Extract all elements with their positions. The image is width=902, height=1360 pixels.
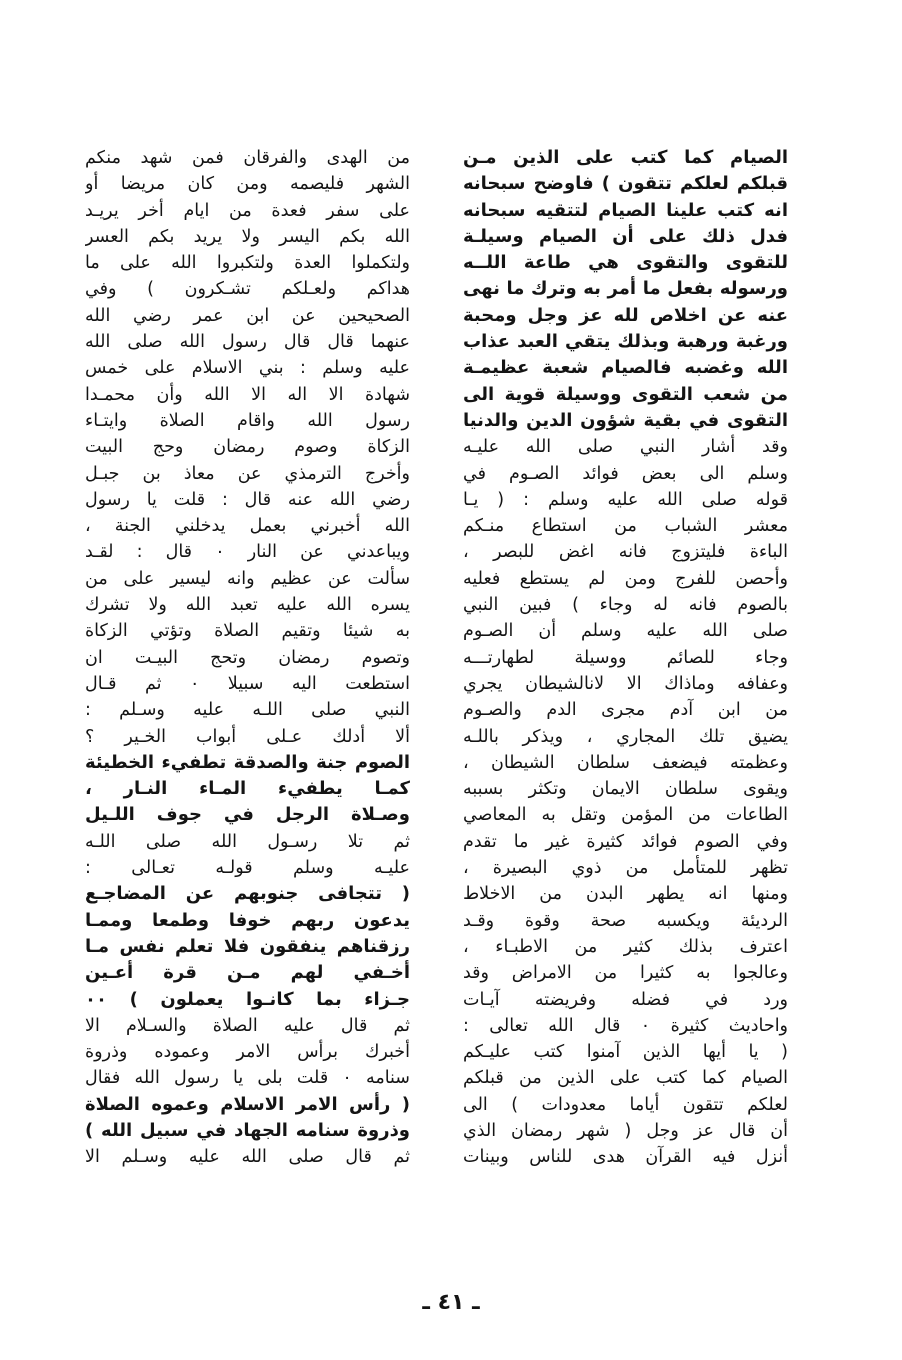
text-line: وجاء للصائم ووسيلة لطهارتـــه [463, 647, 788, 668]
text-line: أن قال عز وجل ( شهر رمضان الذي [463, 1120, 788, 1141]
text-line: الشهر فليصمه ومن كان مريضا أو [85, 174, 410, 195]
text-line: من ابن آدم مجرى الدم والصـوم [463, 700, 788, 721]
text-line: على سفر فعدة من ايام أخر يريـد [85, 200, 410, 221]
text-line: ثم قال صلى الله عليه وسـلم الا [85, 1147, 410, 1168]
text-line: تظهر للمتأمل من ذوي البصيرة ، [463, 858, 788, 879]
text-line: شهادة الا اله الا الله وأن محمـدا [85, 384, 410, 405]
text-line: بالصوم فانه له وجاء ) فبين النبي [463, 595, 788, 616]
text-line: الباءة فليتزوج فانه اغض للبصر ، [463, 542, 788, 563]
text-line: عليـه وسلم قولـه تعـالى : [85, 858, 410, 879]
text-line: التقوى في بقية شؤون الدين والدنيا [463, 409, 788, 431]
text-line: وفي الصوم فوائد كثيرة غير ما تقدم [463, 831, 788, 852]
text-line: عنهما قال قال رسول الله صلى الله [85, 332, 410, 353]
text-line: ( يا أيها الذين آمنوا كتب عليـكم [463, 1042, 788, 1063]
text-line: به شيئا وتقيم الصلاة وتؤتي الزكاة [85, 621, 410, 642]
text-line: ورسوله بفعل ما أمر به وترك ما نهى [463, 278, 788, 300]
right-text-column [463, 145, 788, 1171]
text-line: جـزاء بما كانـوا يعملون ) ٠٠ [85, 988, 410, 1010]
text-line: وسلم الى بعض فوائد الصـوم في [463, 463, 788, 484]
text-line: أنزل فيه القرآن هدى للناس وبينات [463, 1147, 788, 1168]
text-line: ومنها انه يطهر البدن من الاخلاط [463, 884, 788, 905]
page-number: ـ ٤١ ـ [422, 1290, 480, 1315]
text-line: الرديئة ويكسبه صحة وقوة وقـد [463, 910, 788, 931]
text-line: ثم قال عليه الصلاة والسـلام الا [85, 1015, 410, 1036]
text-line: ويباعدني عن النار ٠ قال : لقـد [85, 542, 410, 563]
text-line: فدل ذلك على أن الصيام وسيلـة [463, 225, 788, 247]
text-line: أخـفي لهم مـن قرة أعـين [85, 962, 410, 984]
text-line: رضي الله عنه قال : قلت يا رسول [85, 489, 410, 510]
text-line: للتقوى والتقوى هي طاعة اللــه [463, 252, 788, 274]
text-line: وعالجوا به كثيرا من الامراض وقد [463, 963, 788, 984]
text-line: النبي صلى اللـه عليه وسـلم : [85, 700, 410, 721]
text-line: يضيق تلك المجاري ، ويذكر باللـه [463, 726, 788, 747]
text-line: قوله صلى الله عليه وسلم : ( يـا [463, 489, 788, 510]
text-line: كمـا يطفيء المـاء النـار ، [85, 778, 410, 800]
text-line: عليه وسلم : بني الاسلام على خمس [85, 358, 410, 379]
text-line: من شعب التقوى ووسيلة قوية الى [463, 383, 788, 405]
text-line: ( تتجافى جنوبهم عن المضاجـع [85, 883, 410, 905]
text-line: وعفافه وماذاك الا لانالشيطان يجري [463, 673, 788, 694]
text-line: ويقوى سلطان الايمان وتكثر بسببه [463, 779, 788, 800]
text-line: الصحيحين عن ابن عمر رضي الله [85, 305, 410, 326]
text-line: الطاعات من المؤمن وتقل به المعاصي [463, 805, 788, 826]
text-line: وعظمته فيضعف سلطان الشيطان ، [463, 752, 788, 773]
text-line: استطعت اليه سبيلا ٠ ثم قـال [85, 673, 410, 694]
text-line: وذروة سنامه الجهاد في سبيل الله ) [85, 1119, 410, 1141]
text-line: سألت عن عظيم وانه ليسير على من [85, 568, 410, 589]
left-text-column [85, 145, 410, 1171]
text-line: اعترف بذلك كثير من الاطبـاء ، [463, 936, 788, 957]
text-line: وتصوم رمضان وتحج البيـت ان [85, 647, 410, 668]
text-line: يسره الله عليه تعبد الله ولا تشرك [85, 595, 410, 616]
text-line: ورد في فضله وفريضته آيـات [463, 989, 788, 1010]
text-line: انه كتب علينا الصيام لتتقيه سبحانه [463, 199, 788, 221]
text-line: ورغبة ورهبة وبذلك يتقي العبد عذاب [463, 331, 788, 353]
text-line: وقد أشار النبي صلى الله عليـه [463, 437, 788, 458]
text-line: من الهدى والفرقان فمن شهد منكم [85, 148, 410, 168]
text-line: قبلكم لعلكم تتقون ) فاوضح سبحانه [463, 173, 788, 195]
text-line: معشر الشباب من استطاع منـكم [463, 516, 788, 537]
text-line: الصيام كما كتب على الذين مـن [463, 147, 788, 168]
text-line: الصيام كما كتب على الذين من قبلكم [463, 1068, 788, 1089]
text-line: لعلكم تتقون أياما معدودات ) الى [463, 1094, 788, 1115]
text-line: الله أخبرني بعمل يدخلني الجنة ، [85, 516, 410, 537]
text-line: الصوم جنة والصدقة تطفيء الخطيئة [85, 751, 410, 773]
text-line: وأخرج الترمذي عن معاذ بن جبـل [85, 463, 410, 484]
text-line: أخبرك برأس الامر وعموده وذروة [85, 1042, 410, 1063]
text-line: ألا أدلك عـلى أبواب الخـير ؟ [85, 726, 410, 747]
text-line: الله بكم اليسر ولا يريد بكم العسر [85, 226, 410, 247]
text-line: الزكاة وصوم رمضان وحج البيت [85, 437, 410, 458]
text-line: يدعون ربهم خوفا وطمعا وممـا [85, 909, 410, 931]
text-line: هداكم ولعـلكم تشـكرون ) وفي [85, 279, 410, 300]
text-line: عنه عن اخلاص لله عز وجل ومحبة [463, 304, 788, 326]
text-line: رزقناهم ينفقون فلا تعلم نفس مـا [85, 935, 410, 957]
text-line: واحاديث كثيرة ٠ قال الله تعالى : [463, 1015, 788, 1036]
text-line: وأحصن للفرج ومن لم يستطع فعليه [463, 568, 788, 589]
text-line: وصـلاة الرجل في جوف اللـيل [85, 804, 410, 826]
text-line: ثم تلا رسـول الله صلى اللـه [85, 831, 410, 852]
text-line: رسول الله واقام الصلاة وايتـاء [85, 410, 410, 431]
text-line: صلى الله عليه وسلم أن الصـوم [463, 621, 788, 642]
text-line: ( رأس الامر الاسلام وعموه الصلاة [85, 1093, 410, 1115]
text-line: سنامه ٠ قلت بلى يا رسول الله فقال [85, 1068, 410, 1089]
text-line: ولتكملوا العدة ولتكبروا الله على ما [85, 253, 410, 274]
text-line: الله وغضبه فالصيام شعبة عظيمـة [463, 357, 788, 379]
